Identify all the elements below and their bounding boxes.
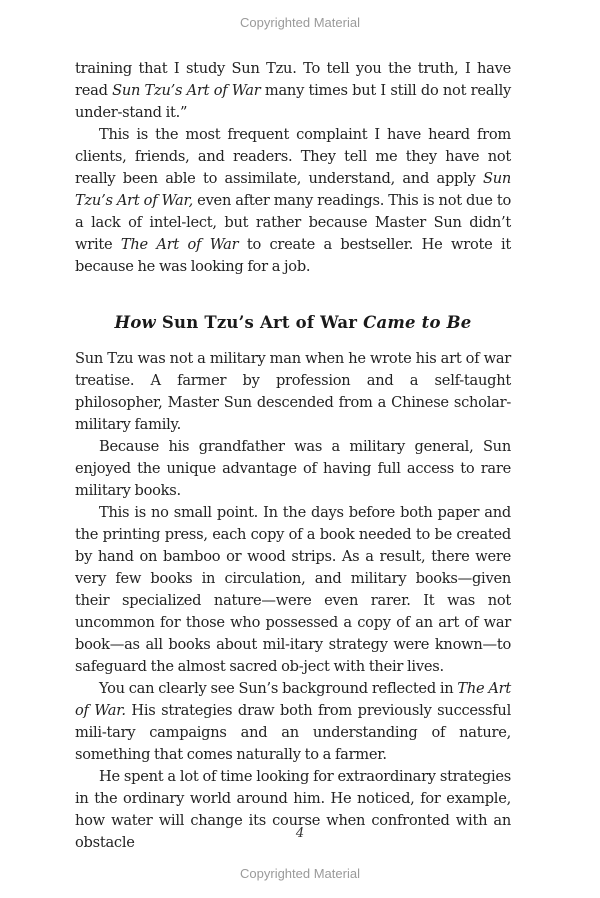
paragraph-rare-books: This is no small point. In the days before both paper and the printing press, each copy of a book needed to be created by hand on bamboo or wood strips. As a result, there were very few books in circulation, and military books—given their specialized nature—were even rarer. It was not uncommon for those who possessed a copy of an art of war book—as all books about mil-itary strategy were known—to safeguard the almost sacred ob-ject with their lives. xyxy=(75,504,511,675)
page-number: 4 xyxy=(295,826,305,841)
paragraph-background: You can clearly see Sun’s background reflected in The Art of War. His strategies draw both from previously successful mili-tary campaigns and an understanding of nature, something that comes naturally to a farmer. xyxy=(75,680,511,763)
book-title: Sun Tzu’s Art of War xyxy=(112,82,261,99)
paragraph-strategies: He spent a lot of time looking for extraordinary strategies in the ordinary world around him. He noticed, for example, how water will change its course when confronted with an obstacle xyxy=(75,768,511,851)
copyright-watermark-bottom: Copyrighted Material xyxy=(240,866,360,881)
page-body xyxy=(75,58,511,854)
book-title: Sun Tzu’s Art of War, xyxy=(75,170,511,209)
paragraph-grandfather: Because his grandfather was a military general, Sun enjoyed the unique advantage of having full access to rare military books. xyxy=(75,438,511,499)
paragraph-complaint: This is the most frequent complaint I have heard from clients, friends, and readers. They tell me they have not really been able to assimilate, understand, and apply Sun Tzu’s Art of War, even after many readings. This is not due to a lack of intel-lect, but rather because Master Sun didn’t write The Art of War to create a bestseller. He wrote it because he was looking for a job. xyxy=(75,126,512,275)
copyright-watermark-top: Copyrighted Material xyxy=(240,15,360,30)
paragraph-origin: Sun Tzu was not a military man when he wrote his art of war treatise. A farmer by profession and a self-taught philosopher, Master Sun descended from a Chinese scholar-military family. xyxy=(75,350,511,433)
book-title: The Art of War. xyxy=(75,680,511,719)
paragraph-continuation: training that I study Sun Tzu. To tell you the truth, I have read Sun Tzu’s Art of War many times but I still do not really under-stand it.” xyxy=(75,60,512,121)
section-heading: How Sun Tzu’s Art of War Came to Be xyxy=(114,313,472,332)
book-title: The Art of War xyxy=(120,236,239,253)
